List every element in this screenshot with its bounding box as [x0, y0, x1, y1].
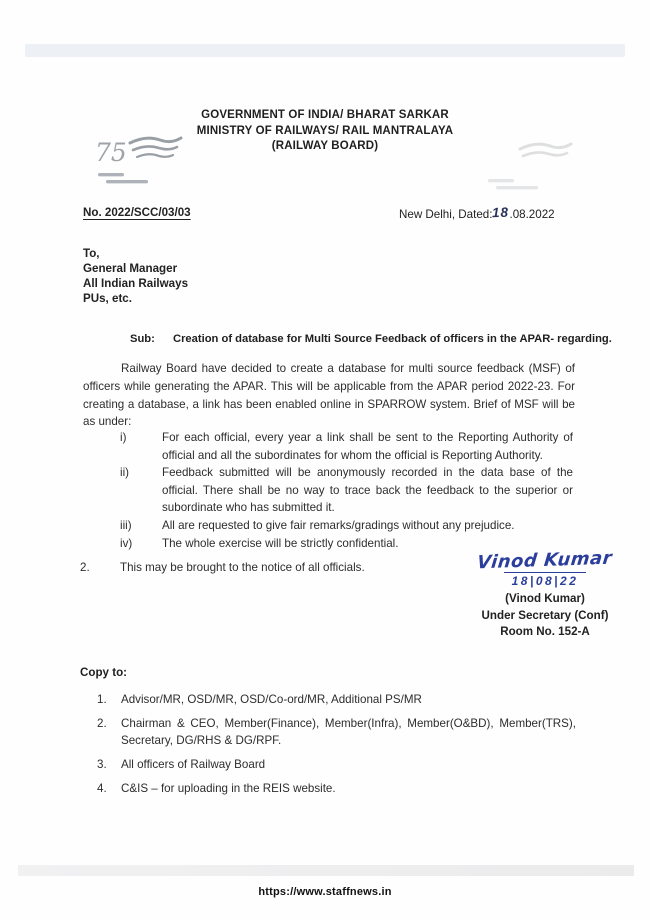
handwritten-day: 18: [492, 204, 510, 221]
addressee-line: General Manager: [83, 262, 178, 275]
reference-number: No. 2022/SCC/03/03: [83, 206, 191, 219]
list-item-text: All are requested to give fair remarks/gradings without any prejudice.: [162, 518, 515, 532]
handwritten-signature-date: 18|08|22: [504, 572, 587, 588]
list-item: [120, 464, 573, 517]
copy-item-text: Advisor/MR, OSD/MR, OSD/Co-ord/MR, Additional PS/MR: [121, 693, 422, 706]
addressee-line: All Indian Railways: [83, 277, 189, 290]
copy-to-item: [80, 715, 590, 749]
handwritten-signature: Vinod Kumar: [476, 547, 614, 574]
copy-item-number: 1.: [97, 693, 107, 706]
signatory-typed-name: (Vinod Kumar): [505, 592, 585, 605]
ghost-hindi-caption: [488, 179, 538, 189]
list-item: [120, 429, 573, 464]
list-item-label: ii): [120, 466, 130, 480]
date-line: [399, 206, 555, 221]
copy-item-text: C&IS – for uploading in the REIS website.: [121, 782, 336, 795]
list-item-text: Feedback submitted will be anonymously recorded in the data base of the official. There shall be no way to trace back the feedback to the superior or subordinate who has submitted it.: [162, 466, 573, 515]
addressee-line: PUs, etc.: [83, 292, 132, 305]
ministry-line: MINISTRY OF RAILWAYS/ RAIL MANTRALAYA: [196, 124, 454, 137]
body-paragraph-2: [80, 561, 500, 574]
subject-row: [130, 333, 610, 345]
subject-label: Sub:: [130, 333, 155, 345]
addressee-block: [83, 246, 188, 306]
copy-to-item: [80, 756, 590, 773]
copy-item-text: Chairman & CEO, Member(Finance), Member(Infra), Member(O&BD), Member(TRS), Secretary, DG/RHS & DG/RPF.: [121, 717, 576, 747]
ghost-flag-waves: [520, 144, 571, 156]
list-item-label: iii): [120, 518, 132, 532]
list-item-label: i): [120, 431, 127, 444]
paragraph-text: This may be brought to the notice of all officials.: [120, 561, 365, 574]
azadi-ka-amrit-mahotsav-logo: [94, 133, 184, 197]
logo-numeral: 75: [95, 138, 127, 167]
logo-flag-waves: [130, 138, 181, 157]
railway-board-line: (RAILWAY BOARD): [271, 140, 379, 152]
copy-item-number: 4.: [97, 782, 107, 795]
azadi-ka-amrit-mahotsav-logo-ghost: [484, 139, 574, 203]
body-paragraph-1: Railway Board have decided to create a database for multi source feedback (MSF) of officers while generating the APAR. This will be applicable from the APAR period 2022-23. For creating a database, a link has been enabled online in SPARROW system. Brief of MSF will be as under:: [83, 362, 575, 429]
scan-artifact-band-top: [25, 44, 625, 57]
signatory-designation: Under Secretary (Conf): [481, 608, 609, 622]
list-item-label: iv): [120, 536, 133, 550]
list-item-text: The whole exercise will be strictly confidential.: [162, 536, 399, 550]
scan-artifact-band-bottom: [18, 865, 634, 876]
date-rest: .08.2022: [509, 208, 555, 221]
list-item-text: For each official, every year a link shall be sent to the Reporting Authority of official and all the subordinates for whom the official is Reporting Authority.: [162, 431, 573, 462]
copy-item-number: 3.: [97, 758, 107, 771]
copy-item-text: All officers of Railway Board: [121, 758, 266, 771]
copy-to-section: [80, 666, 590, 804]
copy-item-number: 2.: [97, 717, 107, 730]
copy-to-item: [80, 780, 590, 797]
government-line: GOVERNMENT OF INDIA/ BHARAT SARKAR: [201, 109, 449, 121]
staffnews-watermark-url: https://www.staffnews.in: [258, 886, 392, 898]
signatory-room: Room No. 152-A: [500, 625, 590, 638]
salutation: To,: [83, 247, 100, 260]
msf-brief-list: [120, 429, 573, 552]
signature-block: [445, 547, 645, 640]
copy-to-item: [80, 691, 590, 708]
logo-hindi-caption: [98, 173, 148, 183]
list-item: [120, 517, 573, 535]
date-prefix: New Delhi, Dated:: [399, 208, 493, 221]
subject-text: Creation of database for Multi Source Feedback of officers in the APAR- regarding.: [173, 333, 612, 345]
copy-to-list: [80, 691, 590, 797]
copy-to-label: Copy to:: [80, 666, 128, 679]
paragraph-number: 2.: [80, 561, 90, 574]
